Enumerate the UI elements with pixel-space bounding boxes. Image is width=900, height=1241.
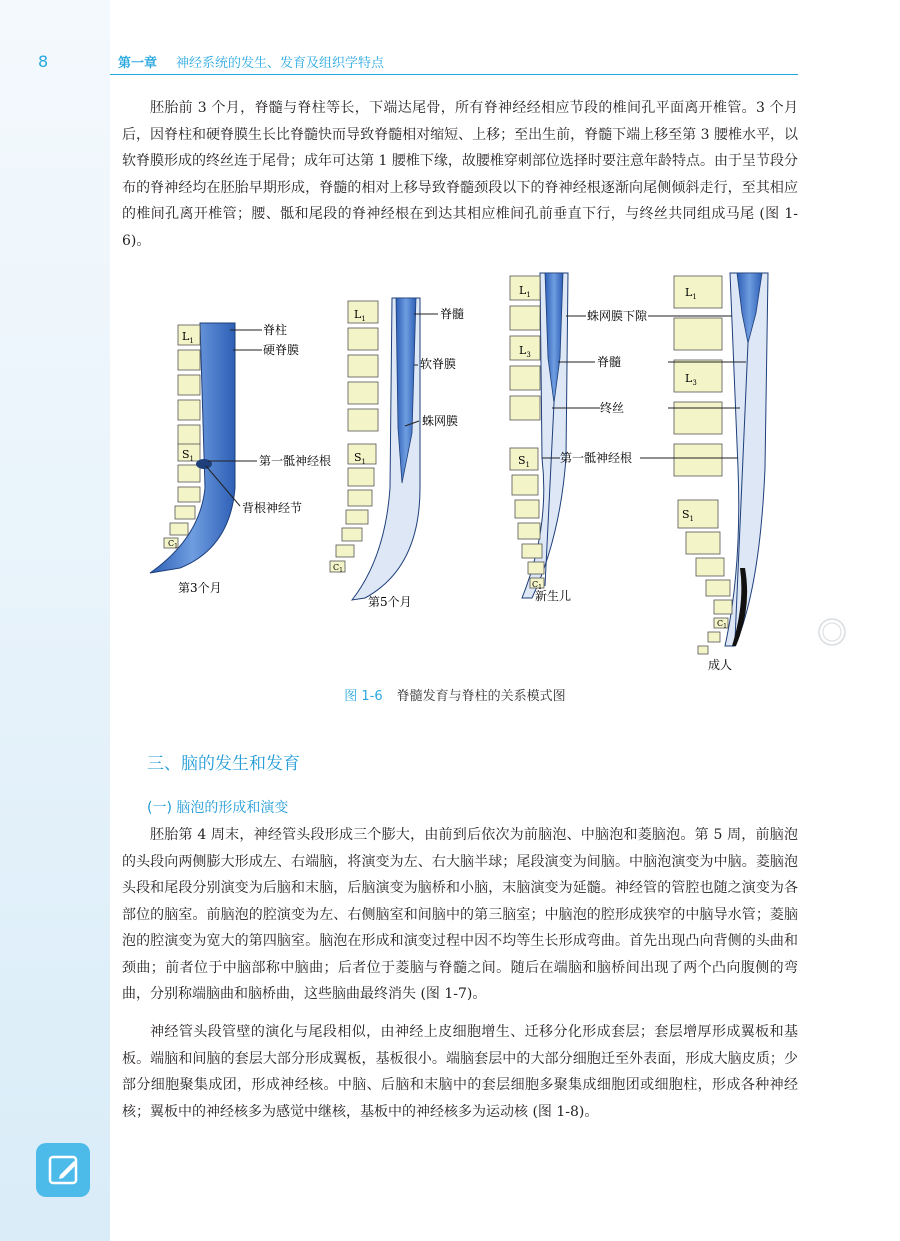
vertebral-column — [674, 276, 732, 654]
vertebra-label-l3: $L_3$ — [519, 344, 531, 359]
vertebra-label-c1: $C_1$ — [717, 619, 727, 630]
figure-caption-text: 脊髓发育与脊柱的关系模式图 — [396, 689, 566, 704]
vertebra-label-c1: $C_1$ — [333, 563, 343, 574]
callout-subarachnoid-space: 蛛网膜下隙 — [587, 309, 648, 323]
figure-caption — [110, 685, 800, 704]
vertebra-label-c1: $C_1$ — [168, 539, 178, 550]
vertebra-label-s1: $S_1$ — [354, 451, 367, 466]
panel-label-newborn: 新生儿 — [535, 589, 572, 603]
vertebra-label-l1: $L_1$ — [182, 330, 194, 345]
callout-spinal-cord-newborn: 脊髓 — [597, 355, 622, 369]
panel-adult — [640, 273, 768, 672]
panel-3-month — [150, 322, 331, 595]
vertebra-label-c1: $C_1$ — [532, 580, 542, 591]
callout-first-sacral-root-newborn: 第一骶神经根 — [560, 451, 633, 465]
page-number: 8 — [38, 52, 49, 71]
paragraph-neural-tube-wall: 神经管头段管壁的演化与尾段相似，由神经上皮细胞增生、迁移分化形成套层；套层增厚形成翼板和基板。端脑和间脑的套层大部分形成翼板，基板很小。端脑套层中的大部分细胞迁至外表面，形成大脑皮质；少部分细胞聚集成团，形成神经核。中脑、后脑和末脑中的套层细胞多聚集成细胞团或细胞柱，形成各种神经核；翼板中的神经核多为感觉中继核，基板中的神经核多为运动核 (图 1-8)。 — [122, 1024, 798, 1120]
callout-first-sacral-root: 第一骶神经根 — [259, 454, 332, 468]
vertebra-label-l1: $L_1$ — [519, 284, 531, 299]
figure-illustration — [120, 268, 810, 688]
callout-filum-terminale: 终丝 — [600, 401, 625, 415]
callout-pia-mater: 软脊膜 — [420, 357, 457, 371]
vertebra-label-l1: $L_1$ — [354, 308, 366, 323]
side-margin-band — [0, 0, 110, 1241]
publisher-seal-icon — [817, 617, 847, 647]
panel-label-3-month: 第3个月 — [178, 581, 222, 595]
callout-dura-mater: 硬脊膜 — [263, 343, 300, 357]
callout-spinal-cord: 脊髓 — [440, 307, 465, 321]
figure-1-6 — [120, 268, 810, 688]
vertebra-label-l3: $L_3$ — [685, 372, 697, 387]
paragraph-brain-vesicles: 胚胎第 4 周末，神经管头段形成三个膨大，由前到后依次为前脑泡、中脑泡和菱脑泡。第 5 周，前脑泡的头段向两侧膨大形成左、右端脑，将演变为左、右大脑半球；尾段演变为间脑。中脑泡演变为中脑。菱脑泡头段和尾段分别演变为后脑和末脑，后脑演变为脑桥和小脑，末脑演变为延髓。神经管的管腔也随之演变为各部位的脑室。前脑泡的腔演变为左、右侧脑室和间脑中的第三脑室；中脑泡的腔形成狭窄的中脑导水管；菱脑泡的腔演变为宽大的第四脑室。脑泡在形成和演变过程中因不均等生长形成弯曲。首先出现凸向背侧的头曲和颈曲；前者位于中脑部称中脑曲；后者位于菱脑与脊髓之间。随后在端脑和脑桥间出现了两个凸向腹侧的弯曲，分别称端脑曲和脑桥曲，这些脑曲最终消失 (图 1-7)。 — [122, 827, 798, 1002]
pencil-note-icon — [36, 1143, 90, 1197]
vertebra-label-s1: $S_1$ — [682, 508, 695, 523]
note-button[interactable] — [36, 1143, 90, 1197]
section-heading: 三、脑的发生和发育 — [147, 754, 300, 774]
chapter-title: 神经系统的发生、发育及组织学特点 — [176, 56, 385, 71]
vertebra-label-s1: $S_1$ — [182, 448, 195, 463]
subsection-heading: (一) 脑泡的形成和演变 — [147, 800, 289, 816]
panel-label-5-month: 第5个月 — [368, 595, 412, 609]
callout-vertebral-column: 脊柱 — [263, 323, 288, 337]
vertebra-label-s1: $S_1$ — [518, 454, 531, 469]
callout-dorsal-root-ganglion: 背根神经节 — [242, 501, 303, 515]
callout-arachnoid: 蛛网膜 — [422, 414, 459, 428]
running-header — [110, 50, 798, 75]
panel-5-month — [330, 298, 464, 609]
vertebral-column — [330, 301, 378, 572]
panel-label-adult: 成人 — [708, 658, 733, 672]
chapter-number: 第一章 — [118, 56, 158, 71]
vertebral-column — [164, 325, 200, 548]
paragraph-spinal-cord-development: 胚胎前 3 个月，脊髓与脊柱等长，下端达尾骨，所有脊神经经相应节段的椎间孔平面离开椎管。3 个月后，因脊柱和硬脊膜生长比脊髓快而导致脊髓相对缩短、上移；至出生前，脊髓下端上移至第 3 腰椎水平，以软脊膜形成的终丝连于尾骨；成年可达第 1 腰椎下缘，故腰椎穿刺部位选择时要注意年龄特点。由于呈节段分布的脊神经均在胚胎早期形成，脊髓的相对上移导致脊髓颈段以下的脊神经根逐渐向尾侧倾斜走行，至其相应的椎间孔离开椎管；腰、骶和尾段的脊神经根在到达其相应椎间孔前垂直下行，与终丝共同组成马尾 (图 1-6)。 — [122, 100, 798, 249]
vertebra-label-l1: $L_1$ — [685, 286, 697, 301]
figure-number: 图 1-6 — [344, 689, 383, 704]
